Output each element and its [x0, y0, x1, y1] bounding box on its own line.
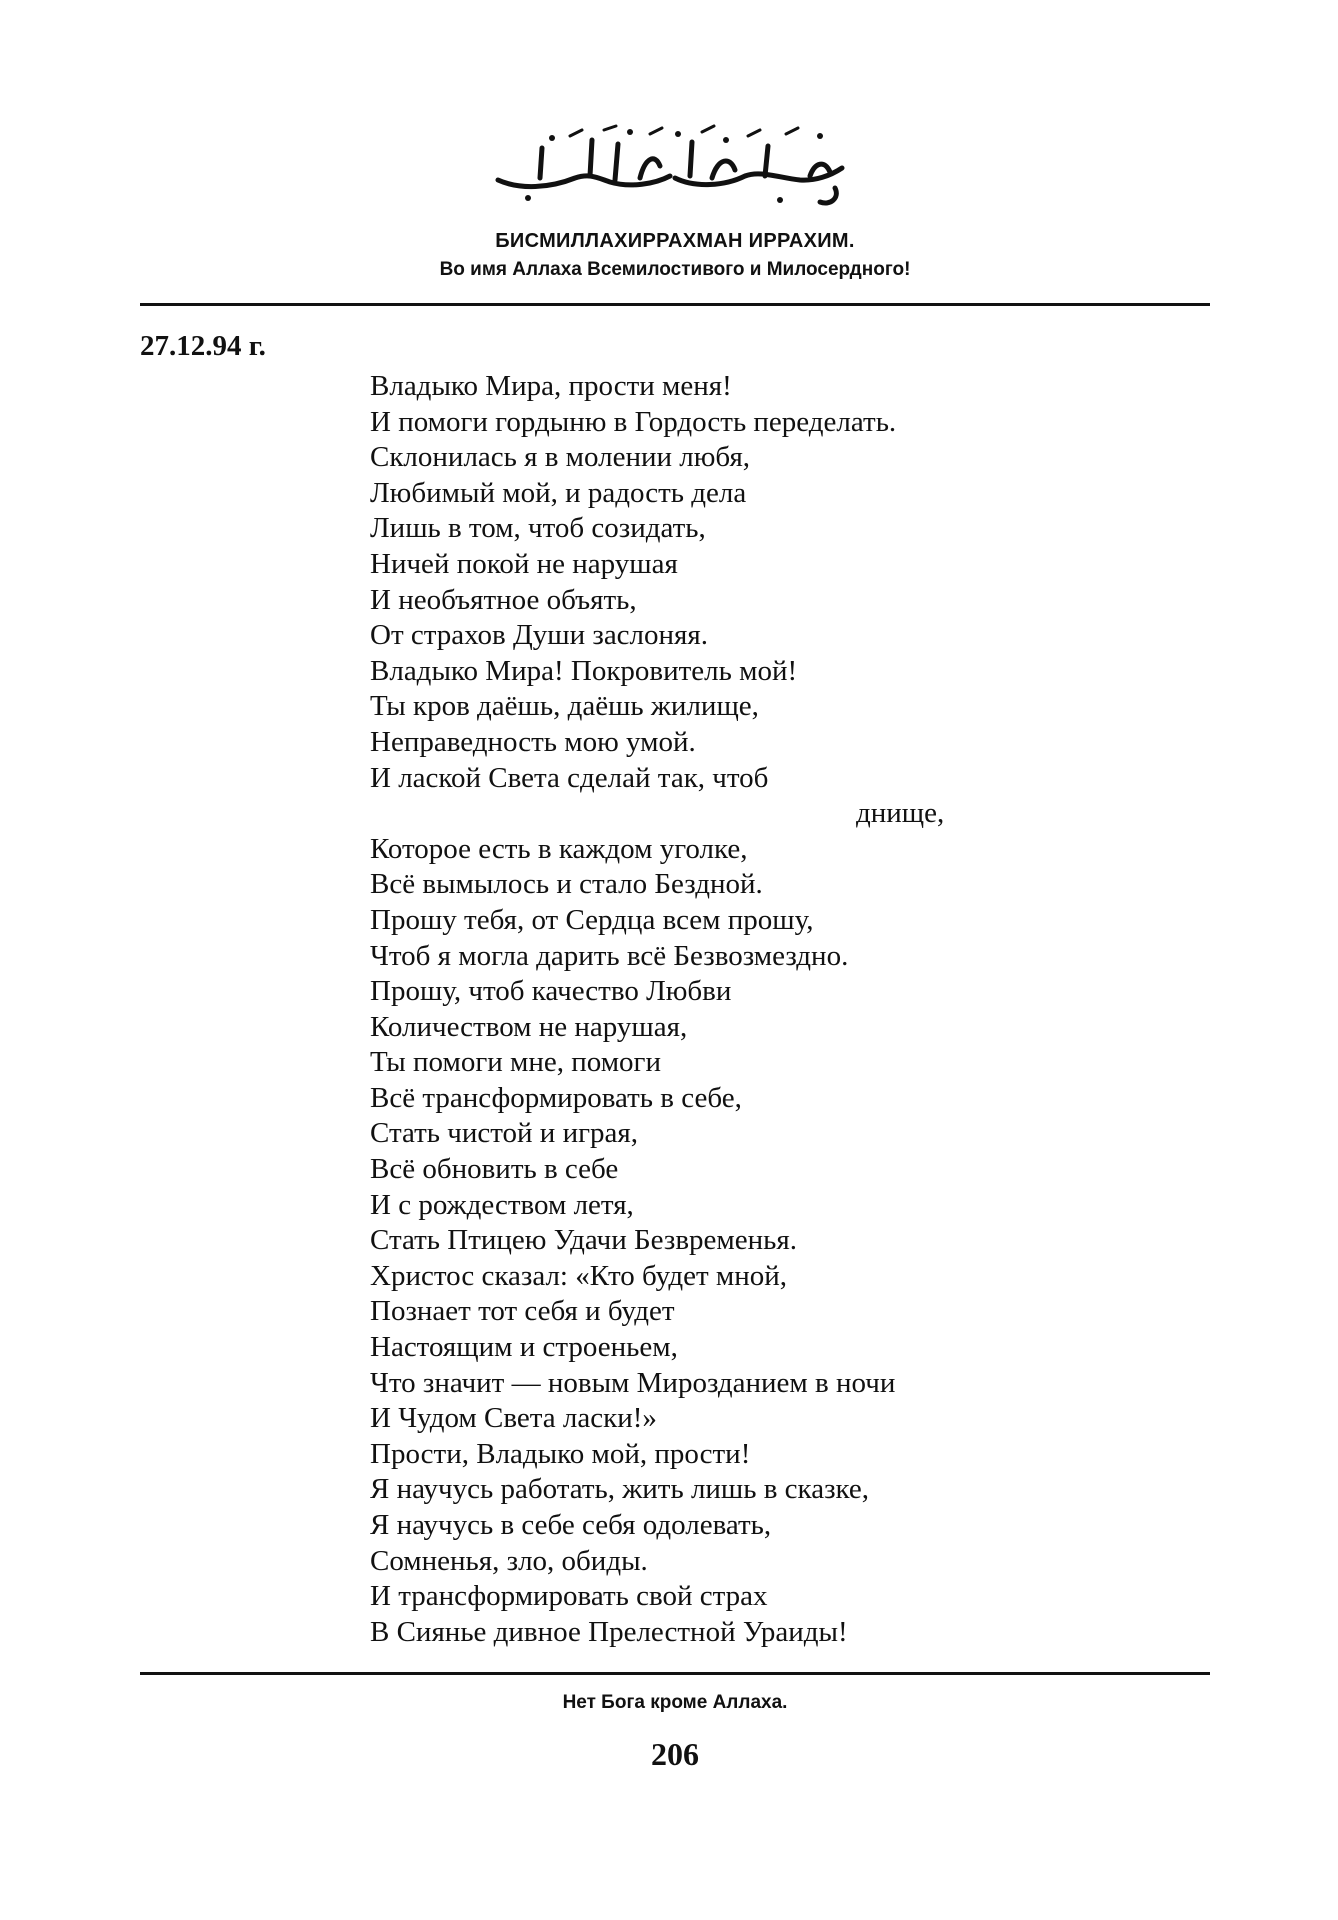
header-subtitle: Во имя Аллаха Всемилостивого и Милосердного!: [439, 259, 911, 280]
poem-line: Ничей покой не нарушая: [370, 547, 678, 580]
poem-line: В Сиянье дивное Прелестной Ураиды!: [370, 1615, 848, 1648]
poem-line: Стать чистой и играя,: [370, 1117, 638, 1150]
poem-line: И Чудом Света ласки!»: [370, 1402, 657, 1435]
poem-line: Прошу, чтоб качество Любви: [370, 975, 732, 1008]
poem-line: И с рождеством летя,: [370, 1188, 634, 1221]
header-title: БИСМИЛЛАХИРРАХМАН ИРРАХИМ.: [495, 230, 855, 252]
page-number: 206: [651, 1736, 699, 1772]
poem-date: 27.12.94 г.: [140, 330, 266, 362]
poem-body: [370, 369, 1070, 1650]
poem-line: Сомненья, зло, обиды.: [370, 1544, 648, 1577]
poem-line: Склонилась я в молении любя,: [370, 441, 751, 474]
poem-line: Стать Птицею Удачи Безвременья.: [370, 1224, 797, 1257]
poem-line: Ты кров даёшь, даёшь жилище,: [370, 690, 759, 723]
poem-line: Что значит — новым Мирозданием в ночи: [370, 1366, 896, 1399]
poem-line: Чтоб я могла дарить всё Безвозмездно.: [370, 939, 849, 972]
poem-line: Лишь в том, чтоб созидать,: [370, 512, 706, 545]
poem-line: Владыко Мира, прости меня!: [370, 370, 732, 402]
poem-line: И помоги гордыню в Гордость переделать.: [370, 405, 897, 438]
footer-text: Нет Бога кроме Аллаха.: [562, 1692, 788, 1713]
poem-line: От страхов Души заслоняя.: [370, 619, 708, 652]
poem-line: Всё трансформировать в себе,: [370, 1081, 742, 1114]
poem-line: Прошу тебя, от Сердца всем прошу,: [370, 903, 814, 936]
poem-line: Познает тот себя и будет: [370, 1295, 675, 1328]
poem-line: Ты помоги мне, помоги: [370, 1046, 661, 1079]
poem-line: Настоящим и строеньем,: [370, 1331, 678, 1364]
poem-line: Количеством не нарушая,: [370, 1010, 688, 1043]
poem-line: И необъятное объять,: [370, 583, 637, 616]
bottom-divider: [140, 1672, 1210, 1675]
poem-line: Которое есть в каждом уголке,: [370, 832, 748, 865]
poem-line: Всё обновить в себе: [370, 1153, 619, 1186]
poem-line: Прости, Владыко мой, прости!: [370, 1437, 751, 1470]
poem-line: И трансформировать свой страх: [370, 1580, 768, 1613]
poem-line: Я научусь в себе себя одолевать,: [370, 1509, 772, 1541]
poem-line: Христос сказал: «Кто будет мной,: [370, 1259, 788, 1292]
poem-line: Всё вымылось и стало Бездной.: [370, 868, 763, 901]
poem-line: Владыко Мира! Покровитель мой!: [370, 654, 798, 687]
bismillah-calligraphy: [480, 118, 860, 213]
poem-line-continuation: днище,: [856, 797, 945, 830]
poem-line: Я научусь работать, жить лишь в сказке,: [370, 1473, 870, 1506]
top-divider: [140, 303, 1210, 306]
poem-line: И лаской Света сделай так, чтоб: [370, 761, 769, 794]
poem-line: Неправедность мою умой.: [370, 725, 696, 758]
poem-line: Любимый мой, и радость дела: [370, 476, 747, 509]
